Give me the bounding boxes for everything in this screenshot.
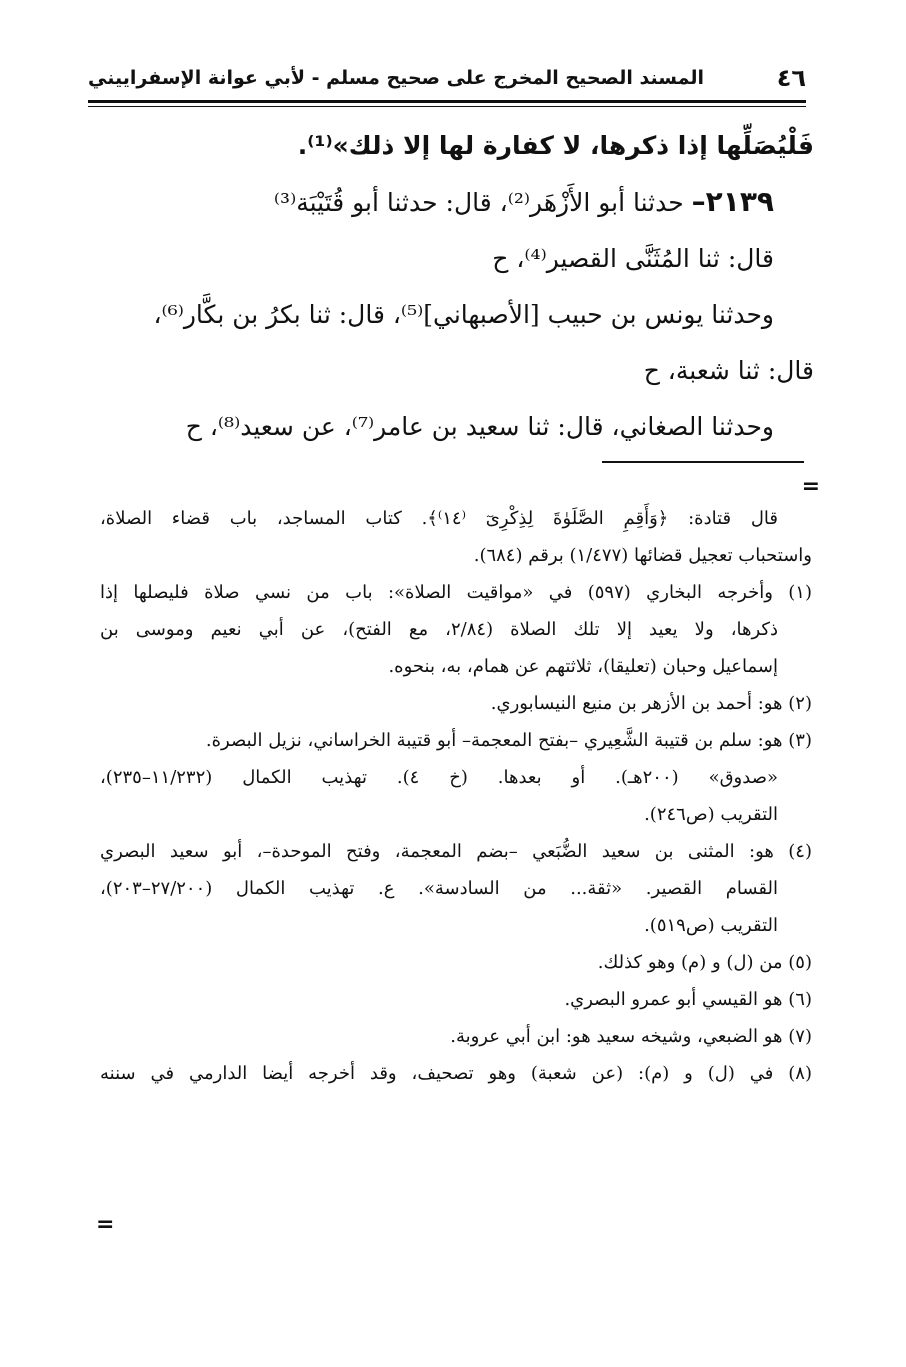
- hadith-isnad-line-4: قال: ثنا شعبة، ح: [643, 356, 814, 385]
- footnote-1-line-2: ذكرها، ولا يعيد إلا تلك الصلاة (٢/٨٤، مع الفتح)، عن أبي نعيم وموسى بن: [100, 619, 779, 640]
- footnote-3-line-1: (٣) هو: سلم بن قتيبة الشَّعِيري –بفتح المعجمة– أبو قتيبة الخراساني، نزيل البصرة.: [205, 730, 812, 751]
- continuation-mark-bottom: =: [96, 1212, 115, 1237]
- footnote-1-line-1: (١) وأخرجه البخاري (٥٩٧) في «مواقيت الصلاة»: باب من نسي صلاة فليصلها إذا: [100, 582, 812, 603]
- footnote-2: (٢) هو: أحمد بن الأزهر بن منيع النيسابوري.: [490, 693, 812, 714]
- footnote-separator: [602, 461, 804, 463]
- main-text: [102, 118, 814, 455]
- footnote-carry-line-2: واستحباب تعجيل قضائها (١/٤٧٧) برقم (٦٨٤).: [473, 545, 812, 566]
- header-rule-thick: [88, 100, 806, 103]
- footnote-5: (٥) من (ل) و (م) وهو كذلك.: [597, 952, 812, 973]
- footnote-4-line-1: (٤) هو: المثنى بن سعيد الضُّبَعي –بضم المعجمة، وفتح الموحدة–، أبو سعيد البصري: [100, 841, 812, 862]
- page-header: [88, 58, 806, 98]
- footnote-8-line-1: (٨) في (ل) و (م): (عن شعبة) وهو تصحيف، وقد أخرجه أيضا الدارمي في سننه: [100, 1063, 812, 1084]
- page-number: ٤٦: [776, 64, 806, 92]
- hadith-isnad-line-2: قال: ثنا المُثَنَّى القصير⁽⁴⁾، ح: [492, 244, 774, 273]
- footnote-carry-line-1: قال قتادة: ﴿وَأَقِمِ الصَّلَوٰةَ لِذِكْرِىٓ ⁽١٤⁾﴾. كتاب المساجد، باب قضاء الصلاة،: [100, 508, 778, 529]
- footnote-7: (٧) هو الضبعي، وشيخه سعيد هو: ابن أبي عروبة.: [450, 1026, 812, 1047]
- footnote-3-line-2: «صدوق» (٢٠٠هـ). أو بعدها. (خ ٤). تهذيب الكمال (١١/٢٣٢–٢٣٥)،: [100, 767, 778, 788]
- isnad-text-1: حدثنا أبو الأَزْهَر⁽²⁾، قال: حدثنا أبو قُتَيْبَة⁽³⁾: [273, 188, 692, 217]
- hadith-ending-line: فَلْيُصَلِّها إذا ذكرها، لا كفارة لها إلا ذلك»⁽¹⁾.: [297, 131, 814, 160]
- header-rule-thin: [88, 106, 806, 107]
- hadith-number: ٢١٣٩–: [691, 185, 774, 218]
- hadith-isnad-line-3: وحدثنا يونس بن حبيب [الأصبهاني]⁽⁵⁾، قال: ثنا بكرُ بن بكَّار⁽⁶⁾،: [153, 300, 774, 329]
- footnote-3-line-3: التقريب (ص٢٤٦).: [644, 804, 778, 825]
- footnote-1-line-3: إسماعيل وحبان (تعليقا)، ثلاثتهم عن همام، به، بنحوه.: [388, 656, 778, 677]
- footnotes: [100, 500, 812, 1092]
- running-title: المسند الصحيح المخرج على صحيح مسلم - لأبي عوانة الإسفراييني: [88, 67, 704, 89]
- footnote-6: (٦) هو القيسي أبو عمرو البصري.: [564, 989, 812, 1010]
- footnote-4-line-2: القسام القصير. «ثقة... من السادسة». ع. تهذيب الكمال (٢٧/٢٠٠–٢٠٣)،: [100, 878, 778, 899]
- continuation-mark-top: =: [801, 474, 820, 499]
- hadith-isnad-line-5: وحدثنا الصغاني، قال: ثنا سعيد بن عامر⁽⁷⁾، عن سعيد⁽⁸⁾، ح: [185, 412, 774, 441]
- footnote-4-line-3: التقريب (ص٥١٩).: [644, 915, 778, 936]
- hadith-isnad-line-1: [102, 174, 814, 231]
